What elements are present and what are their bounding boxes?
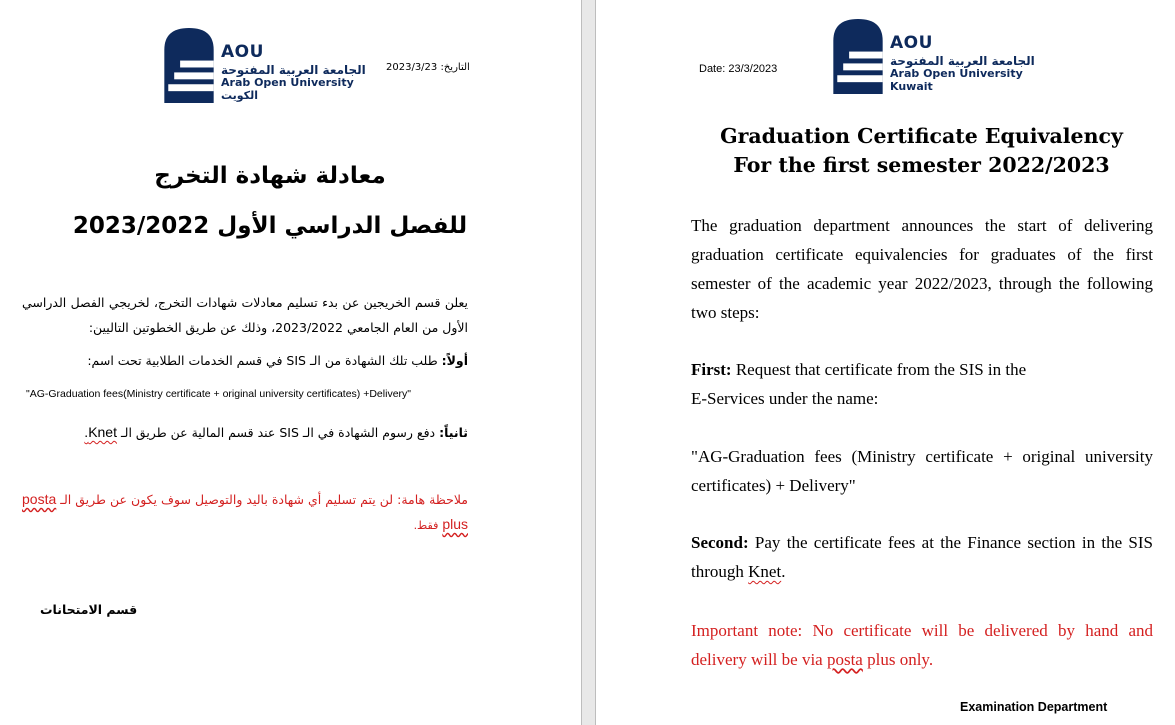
english-important-note <box>691 616 1153 674</box>
english-knet: Knet <box>748 562 782 581</box>
english-second-text: Pay the certificate fees at the Finance section in the SIS through <box>691 533 1153 581</box>
arabic-title-line1: معادلة شهادة التخرج <box>154 163 386 189</box>
logo-city-english: Kuwait <box>890 79 933 93</box>
arabic-date-value: 2023/3/23 <box>386 62 438 73</box>
english-department: Examination Department <box>960 700 1108 714</box>
english-date: Date: 23/3/2023 <box>699 63 778 75</box>
arabic-first-text: طلب تلك الشهادة من الـ SIS في قسم الخدمات الطلابية تحت اسم: <box>87 353 438 368</box>
english-title-line1: Graduation Certificate Equivalency <box>720 124 1123 148</box>
arabic-knet: Knet. <box>84 424 117 440</box>
aou-logo-kuwait <box>833 19 1035 94</box>
logo-city-arabic: الكويت <box>221 88 258 102</box>
english-note-end: plus only. <box>867 650 934 669</box>
arabic-title-line2: للفصل الدراسي الأول 2023/2022 <box>72 213 468 239</box>
english-intro: The graduation department announces the start of delivering graduation certificate equivalencies for graduates of the first semester of the academic year 2022/2023, through the following two steps: <box>691 216 1153 322</box>
english-first-step <box>691 355 1153 413</box>
logo-abbr: AOU <box>221 42 264 62</box>
arabic-second-text: دفع رسوم الشهادة في الـ SIS عند قسم المالية عن طريق الـ <box>120 425 436 440</box>
english-second-step <box>691 528 1153 586</box>
arabic-note-suffix: فقط. <box>413 519 439 532</box>
english-first-text-line2: E-Services under the name: <box>691 389 879 408</box>
logo-abbr: AOU <box>890 33 933 53</box>
aou-logo <box>164 28 366 103</box>
english-second-label: Second: <box>691 533 749 552</box>
logo-arabic-name: الجامعة العربية المفتوحة <box>890 53 1035 68</box>
logo-english-name: Arab Open University <box>890 67 1023 81</box>
arabic-second-label: ثانياً: <box>439 425 468 440</box>
logo-english-name: Arab Open University <box>221 76 354 90</box>
arabic-note-service: posta plus <box>22 491 468 532</box>
arabic-service-name: "AG-Graduation fees(Ministry certificate + original university certificates) +Delivery" <box>26 388 412 400</box>
aou-logo-mark-icon <box>833 19 883 94</box>
english-first-text-line1: Request that certificate from the SIS in the <box>735 360 1027 379</box>
english-note-text: Important note: No certificate will be delivered by hand and delivery will be via <box>691 621 1153 669</box>
aou-logo-mark-icon <box>164 28 214 103</box>
arabic-first-label: أولاً: <box>441 353 468 368</box>
arabic-note-text: ملاحظة هامة: لن يتم تسليم أي شهادة باليد والتوصيل سوف يكون عن طريق الـ <box>60 492 468 507</box>
english-service-name: "AG-Graduation fees (Ministry certificate + original university certificates) + Delivery" <box>691 447 1153 495</box>
arabic-intro: يعلن قسم الخريجين عن بدء تسليم معادلات شهادات التخرج، لخريجي الفصل الدراسي الأول من العام الجامعي 2023/2022، وذلك عن طريق الخطوتين التاليين: <box>22 295 468 335</box>
english-second-end: . <box>781 562 786 581</box>
arabic-department: قسم الامتحانات <box>40 602 138 617</box>
english-note-service: posta <box>826 650 863 669</box>
logo-arabic-name: الجامعة العربية المفتوحة <box>221 62 366 77</box>
english-document-page <box>596 0 1175 725</box>
arabic-date <box>386 62 470 73</box>
arabic-important-note <box>22 487 468 538</box>
english-title-line2: For the first semester 2022/2023 <box>733 153 1110 177</box>
arabic-first-step <box>22 348 468 373</box>
arabic-second-step <box>22 420 468 445</box>
page-gutter <box>581 0 596 725</box>
arabic-date-label: التاريخ: <box>440 62 470 73</box>
arabic-document-page <box>0 0 581 725</box>
english-first-label: First: <box>691 360 732 379</box>
